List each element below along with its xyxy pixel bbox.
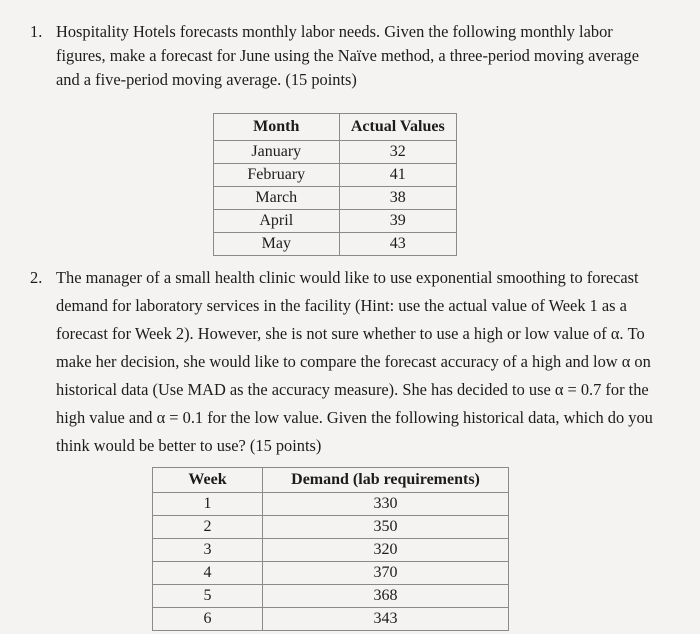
week-cell: 6 <box>153 608 263 631</box>
demand-cell: 343 <box>263 608 509 631</box>
question-1-line: figures, make a forecast for June using the Naïve method, a three-period moving average <box>56 46 640 65</box>
question-1-line: and a five-period moving average. (15 points) <box>56 70 357 89</box>
table-row <box>214 187 457 210</box>
demand-header: Demand (lab requirements) <box>263 468 509 493</box>
value-cell: 38 <box>339 187 456 210</box>
question-1-text <box>56 20 680 92</box>
question-2-line: high value and α = 0.1 for the low value. Given the following historical data, which do you <box>56 408 653 427</box>
table-row <box>214 233 457 256</box>
demand-cell: 368 <box>263 585 509 608</box>
table-row <box>153 585 509 608</box>
question-2-line: demand for laboratory services in the facility (Hint: use the actual value of Week 1 as a <box>56 296 627 315</box>
table-row <box>153 539 509 562</box>
weekly-demand-table <box>152 467 509 631</box>
table-row <box>153 562 509 585</box>
table-header-row <box>153 468 509 493</box>
week-cell: 3 <box>153 539 263 562</box>
demand-cell: 330 <box>263 493 509 516</box>
value-cell: 41 <box>339 164 456 187</box>
month-cell: March <box>214 187 340 210</box>
table-row <box>153 608 509 631</box>
value-cell: 39 <box>339 210 456 233</box>
month-cell: February <box>214 164 340 187</box>
table-row <box>214 141 457 164</box>
week-cell: 1 <box>153 493 263 516</box>
demand-cell: 320 <box>263 539 509 562</box>
question-2-line: The manager of a small health clinic would like to use exponential smoothing to forecast <box>56 268 639 287</box>
table-row <box>214 210 457 233</box>
table-row <box>153 493 509 516</box>
week-cell: 2 <box>153 516 263 539</box>
monthly-labor-table <box>213 113 457 256</box>
week-header: Week <box>153 468 263 493</box>
question-2-text <box>56 264 680 460</box>
question-2-number: 2. <box>30 268 43 287</box>
question-1 <box>30 20 680 92</box>
month-cell: May <box>214 233 340 256</box>
actual-values-header: Actual Values <box>339 114 456 141</box>
question-2-line: think would be better to use? (15 points) <box>56 436 322 455</box>
question-2 <box>30 264 680 460</box>
question-2-line: historical data (Use MAD as the accuracy measure). She has decided to use α = 0.7 for the <box>56 380 649 399</box>
demand-cell: 370 <box>263 562 509 585</box>
table-header-row <box>214 114 457 141</box>
week-cell: 5 <box>153 585 263 608</box>
table-row <box>214 164 457 187</box>
question-2-line: forecast for Week 2). However, she is not sure whether to use a high or low value of α. To <box>56 324 645 343</box>
demand-cell: 350 <box>263 516 509 539</box>
value-cell: 43 <box>339 233 456 256</box>
question-1-line: Hospitality Hotels forecasts monthly labor needs. Given the following monthly labor <box>56 22 613 41</box>
table-row <box>153 516 509 539</box>
question-2-line: make her decision, she would like to compare the forecast accuracy of a high and low α on <box>56 352 651 371</box>
week-cell: 4 <box>153 562 263 585</box>
value-cell: 32 <box>339 141 456 164</box>
month-cell: January <box>214 141 340 164</box>
question-1-number: 1. <box>30 22 43 41</box>
month-header: Month <box>214 114 340 141</box>
month-cell: April <box>214 210 340 233</box>
